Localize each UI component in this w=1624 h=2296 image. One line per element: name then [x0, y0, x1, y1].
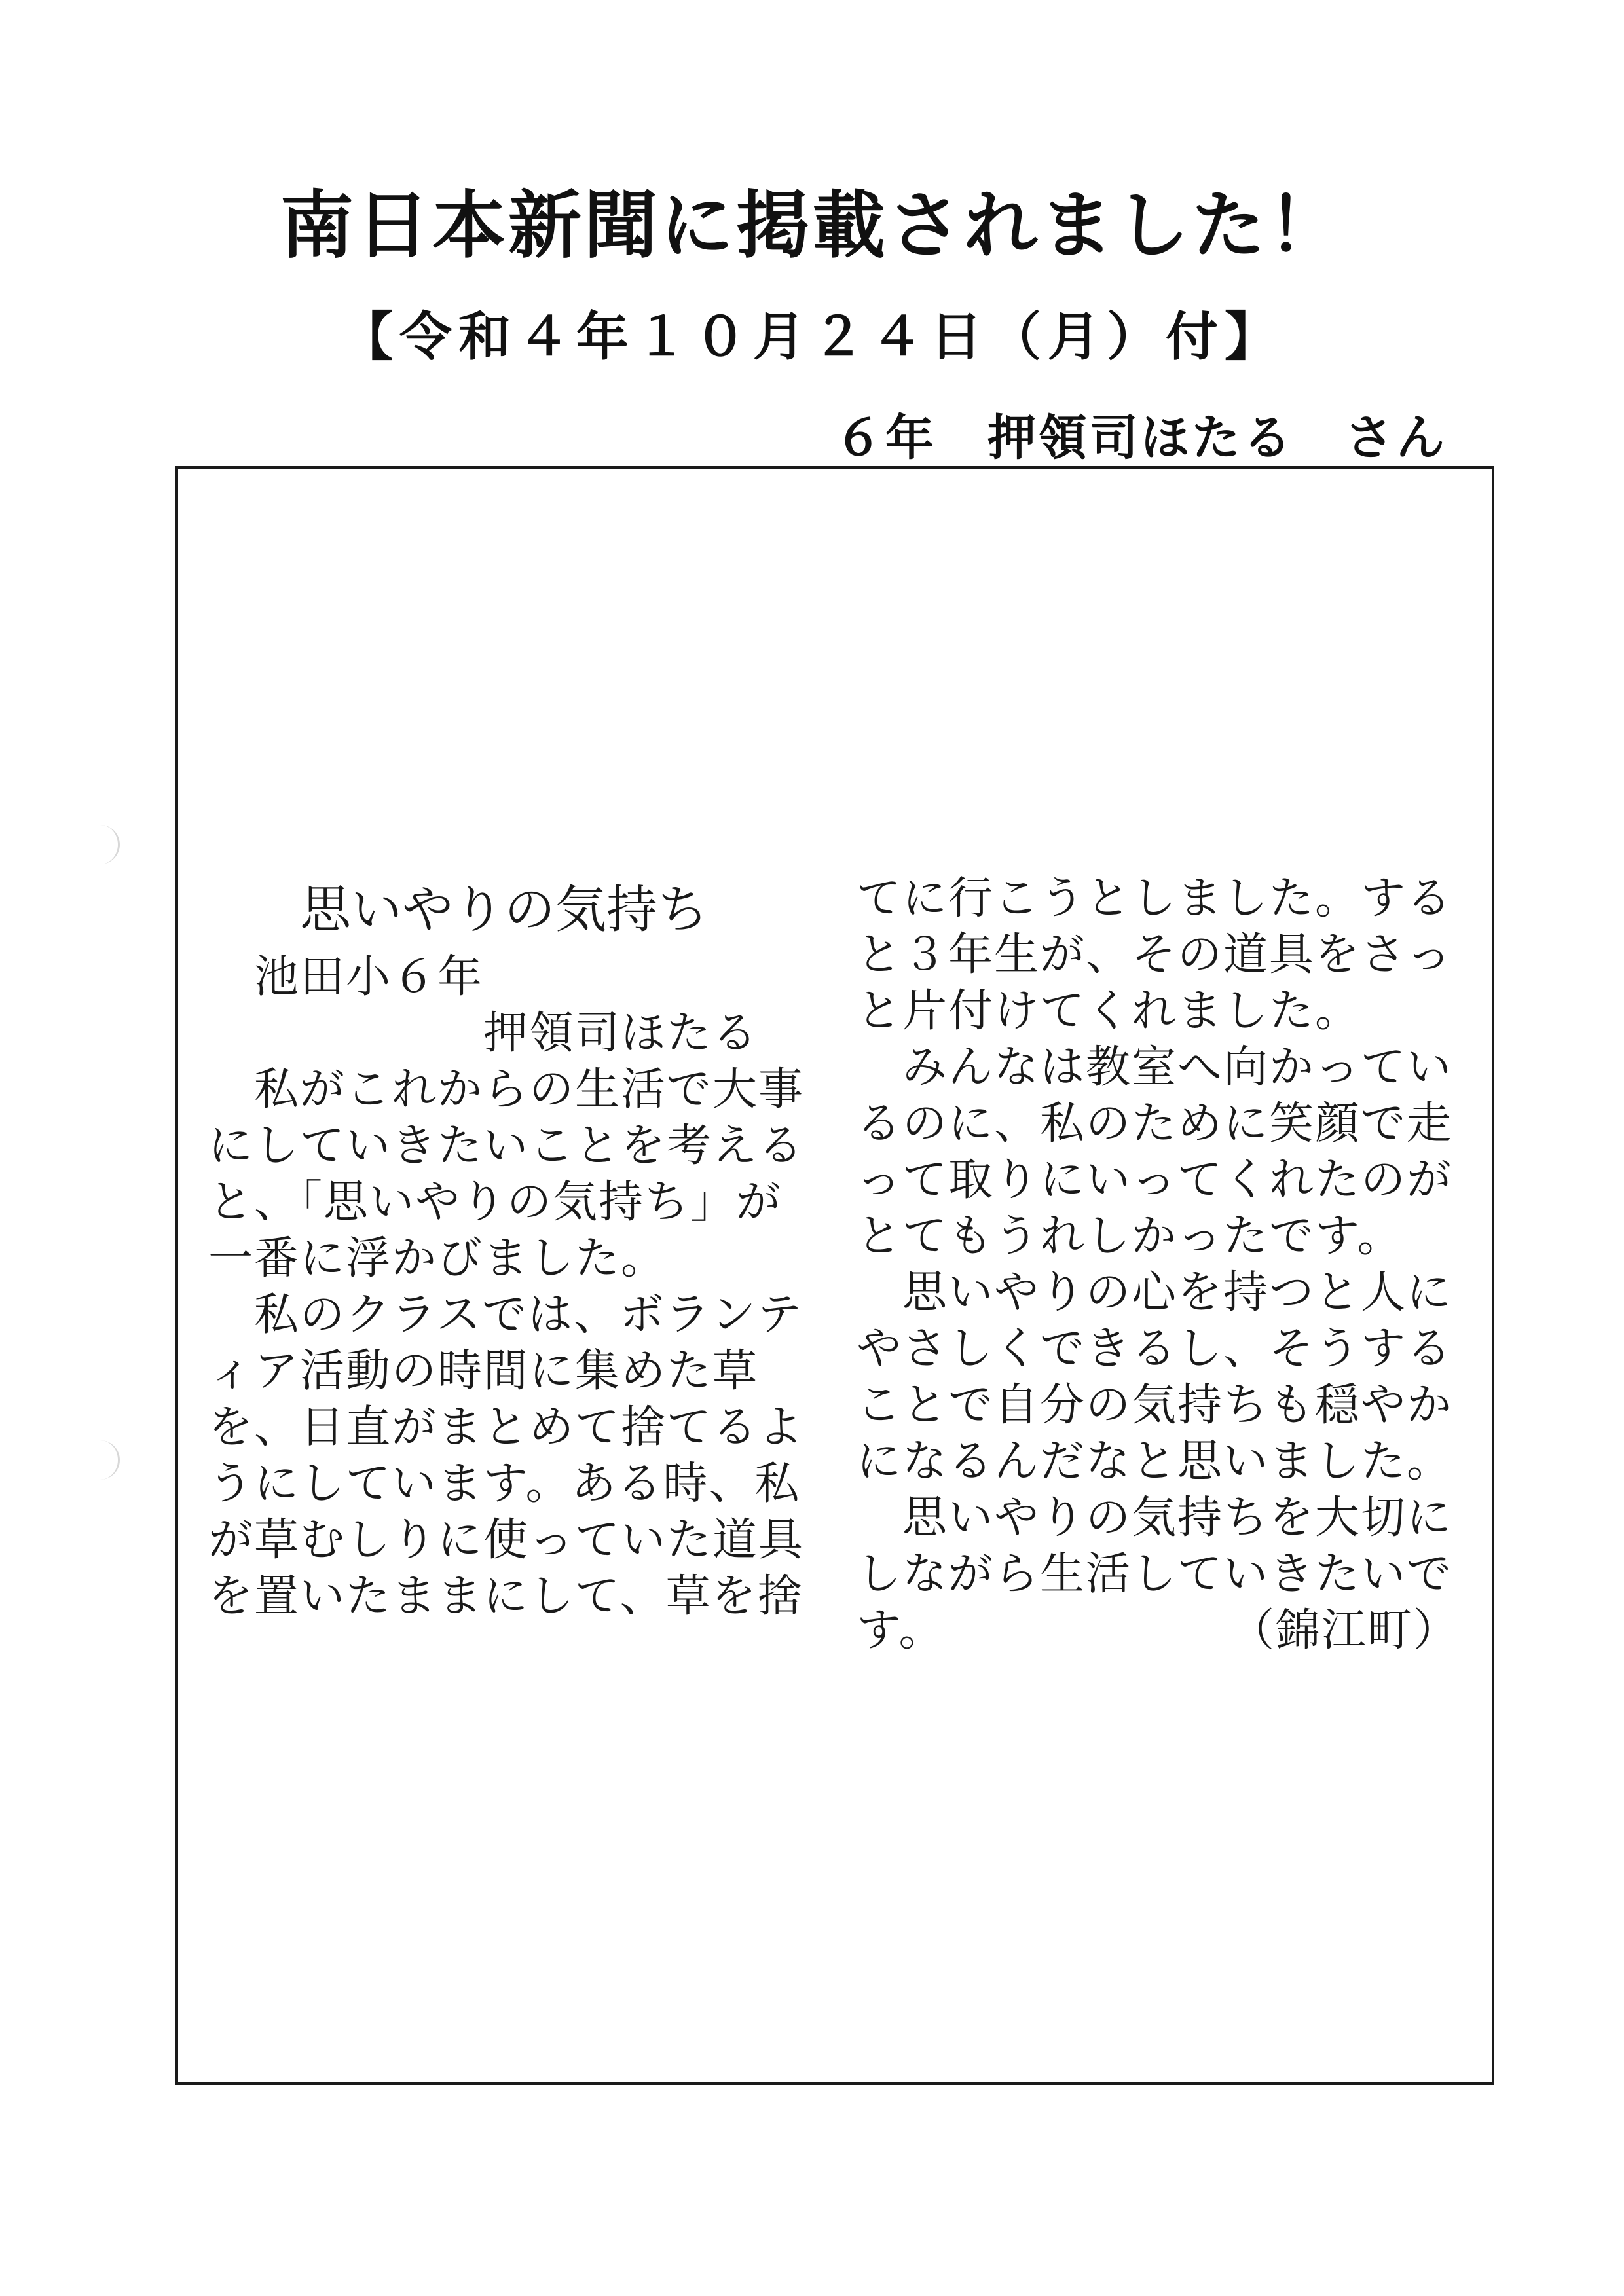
article-line: と片付けてくれました。 — [857, 985, 1361, 1037]
article-line: を置いたままにして、草を捨 — [208, 1571, 803, 1622]
article-line: を、日直がまとめて捨てるよ — [208, 1402, 805, 1453]
article-line: やさしくできるし、そうする — [857, 1323, 1453, 1375]
article-title: 思いやりの気持ち — [300, 881, 709, 939]
publication-date: 【令和４年１０月２４日（月）付】 — [341, 306, 1283, 367]
article-place: （錦江町） — [1229, 1605, 1459, 1656]
page-title: 南日本新聞に掲載されました！ — [280, 183, 1344, 268]
newspaper-article — [208, 871, 1459, 1735]
article-school: 池田小６年 — [254, 951, 484, 1003]
article-line: ィア活動の時間に集めた草 — [208, 1345, 759, 1397]
article-line: 思いやりの気持ちを大切に — [857, 1492, 1453, 1544]
article-author: 押領司ほたる — [483, 1008, 759, 1059]
punch-hole-mark — [92, 1440, 120, 1480]
article-line: が草むしりに使っていた道具 — [208, 1514, 805, 1566]
punch-hole-mark — [92, 825, 120, 864]
article-column-left — [208, 871, 811, 1625]
article-last-line — [857, 1603, 1459, 1659]
article-line: みんなは教室へ向かってい — [857, 1042, 1453, 1093]
article-line: と、「思いやりの気持ち」が — [208, 1176, 783, 1228]
article-line: 思いやりの心を持つと人に — [857, 1267, 1453, 1319]
article-line: ことで自分の気持ちも穏やか — [857, 1379, 1453, 1431]
article-line: って取りにいってくれたのが — [857, 1154, 1453, 1206]
article-line: うにしています。ある時、私 — [208, 1458, 801, 1510]
article-column-right — [857, 871, 1459, 1659]
article-line: になるんだなと思いました。 — [857, 1436, 1453, 1487]
student-name: ６年 押領司ほたる さん — [834, 410, 1447, 466]
article-line: とてもうれしかったです。 — [857, 1211, 1403, 1262]
article-line: るのに、私のために笑顔で走 — [857, 1098, 1453, 1150]
article-line: 私のクラスでは、ボランテ — [208, 1289, 803, 1341]
article-line: と３年生が、その道具をさっ — [857, 929, 1453, 981]
article-line: てに行こうとしました。する — [857, 873, 1453, 924]
article-line: す。 — [857, 1605, 945, 1656]
article-line: にしていきたいことを考える — [208, 1120, 805, 1172]
article-line: 一番に浮かびました。 — [208, 1233, 667, 1285]
article-line: しながら生活していきたいで — [857, 1548, 1453, 1600]
article-line: 私がこれからの生活で大事 — [208, 1064, 805, 1116]
